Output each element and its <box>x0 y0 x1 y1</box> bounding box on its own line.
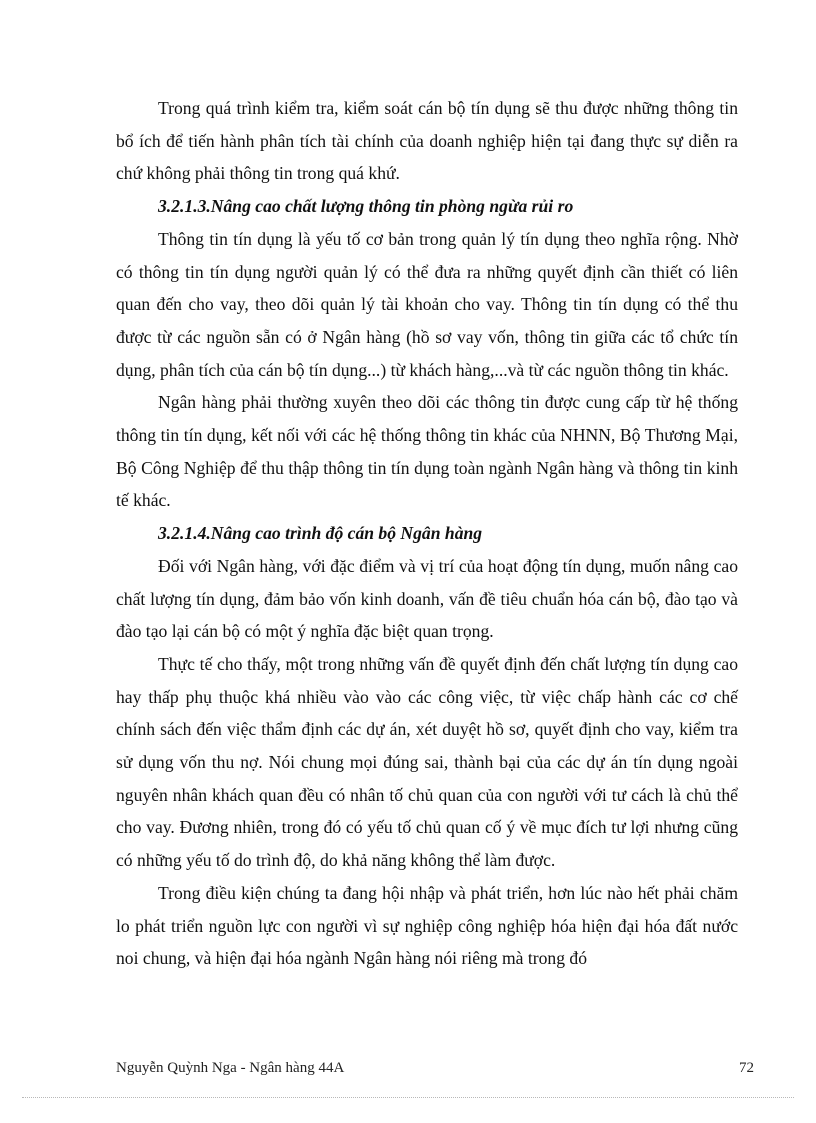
paragraph-staff-standards: Đối với Ngân hàng, với đặc điểm và vị trí của hoạt động tín dụng, muốn nâng cao chất lượng tín dụng, đảm bảo vốn kinh doanh, vấn đề tiêu chuẩn hóa cán bộ, đào tạo và đào tạo lại cán bộ có một ý nghĩa đặc biệt quan trọng. <box>116 555 738 642</box>
paragraph-credit-information: Thông tin tín dụng là yếu tố cơ bản trong quản lý tín dụng theo nghĩa rộng. Nhờ có thông tin tín dụng người quản lý có thể đưa ra những quyết định cần thiết có liên quan đến cho vay, theo dõi quản lý tài khoản cho vay. Thông tin tín dụng có thể thu được từ các nguồn sẵn có ở Ngân hàng (hồ sơ vay vốn, thông tin giữa các tổ chức tín dụng, phân tích của cán bộ tín dụng...) từ khách hàng,...và từ các nguồn thông tin khác. <box>116 228 738 380</box>
paragraph-development-context: Trong điều kiện chúng ta đang hội nhập và phát triển, hơn lúc nào hết phải chăm lo phát triển nguồn lực con người vì sự nghiệp công nghiệp hóa hiện đại hóa đất nước noi chung, và hiện đại hóa ngành Ngân hàng nói riêng mà trong đó <box>116 882 738 969</box>
heading-3-2-1-3: 3.2.1.3.Nâng cao chất lượng thông tin phòng ngừa rủi ro <box>158 196 574 217</box>
paragraph-inspection-info: Trong quá trình kiểm tra, kiểm soát cán bộ tín dụng sẽ thu được những thông tin bổ ích để tiến hành phân tích tài chính của doanh nghiệp hiện tại đang thực sự diễn ra chứ không phải thông tin trong quá khứ. <box>116 98 738 184</box>
document-body <box>116 92 738 975</box>
paragraph-human-factor: Thực tế cho thấy, một trong những vấn đề quyết định đến chất lượng tín dụng cao hay thấp phụ thuộc khá nhiều vào vào các công việc, từ việc chấp hành các cơ chế chính sách đến việc thẩm định các dự án, xét duyệt hồ sơ, quyết định cho vay, kiểm tra sử dụng vốn thu nợ. Nói chung mọi đúng sai, thành bại của các dự án tín dụng ngoài nguyên nhân khách quan đều có nhân tố chủ quan của con người với tư cách là chủ thể cho vay. Đương nhiên, trong đó có yếu tố chủ quan cố ý về mục đích tư lợi nhưng cũng có những yếu tố do trình độ, do khả năng không thể làm được. <box>116 653 738 871</box>
page-footer <box>116 1057 754 1079</box>
page-number: 72 <box>739 1060 754 1076</box>
paragraph-information-system: Ngân hàng phải thường xuyên theo dõi các thông tin được cung cấp từ hệ thống thông tin tín dụng, kết nối với các hệ thống thông tin khác của NHNN, Bộ Thương Mại, Bộ Công Nghiệp để thu thập thông tin tín dụng toàn ngành Ngân hàng và thông tin kinh tế khác. <box>116 392 738 511</box>
heading-3-2-1-4: 3.2.1.4.Nâng cao trình độ cán bộ Ngân hàng <box>158 523 483 544</box>
page-bottom-divider <box>22 1097 794 1098</box>
footer-author: Nguyễn Quỳnh Nga - Ngân hàng 44A <box>116 1060 345 1076</box>
